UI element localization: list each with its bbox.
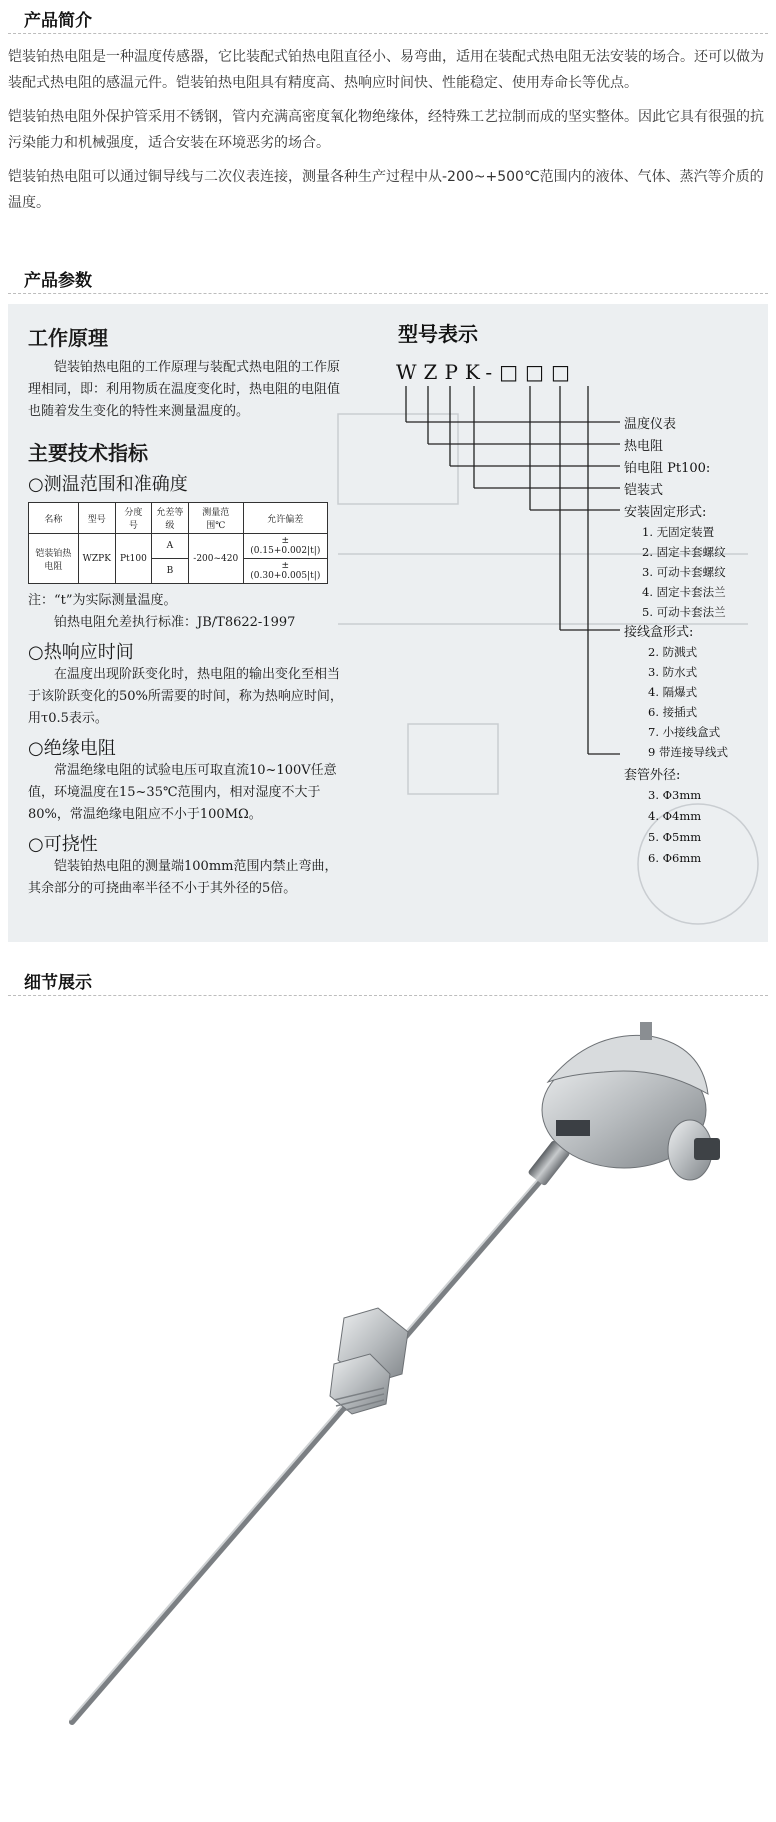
params-section-header [0,260,776,294]
table-cell-class: B [151,559,188,584]
dashed-divider [8,33,768,34]
table-cell-model: WZPK [78,534,115,584]
insulation-text: 常温绝缘电阻的试验电压可取直流10~100V任意值，环境温度在15~35℃范围内，相对湿度不大于80%，常温绝缘电阻应不小于100MΩ。 [28,763,337,822]
table-cell-deviation: ±(0.30+0.005|t|) [243,559,327,584]
intro-paragraph-1: 铠装铂热电阻是一种温度传感器，它比装配式铂热电阻直径小、易弯曲，适用在装配式热电阻无法安装的场合。还可以做为装配式热电阻的感温元件。铠装铂热电阻具有精度高、热响应时间快、性能稳定、使用寿命长等优点。 [8,49,764,91]
intro-paragraph-3: 铠装铂热电阻可以通过铜导线与二次仪表连接，测量各种生产过程中从-200~+500℃范围内的液体、气体、蒸汽等介质的温度。 [8,169,764,211]
table-cell-range: -200~420 [188,534,243,584]
sheath-label: 套管外径: [624,768,681,783]
principle-title: 工作原理 [28,326,108,350]
box-label: 接线盒形式: [624,625,694,640]
model-label: 温度仪表 [624,417,677,432]
model-label: 铠装式 [624,483,664,498]
range-title: ○测温范围和准确度 [28,474,188,495]
table-cell-graduation: Pt100 [115,534,151,584]
params-left-column [28,322,348,900]
box-option: 6. 接插式 [648,705,698,719]
table-cell-name: 铠装铂热电阻 [29,534,79,584]
sheath-option: 5. Φ5mm [648,830,702,844]
model-label: 安装固定形式: [624,505,707,520]
intro-text [0,34,776,216]
mount-option: 5. 可动卡套法兰 [642,605,726,619]
table-header: 允许偏差 [243,503,327,534]
junction-box-head [527,1022,720,1186]
mount-option: 4. 固定卡套法兰 [642,585,726,599]
product-photo [0,1002,776,1732]
flex-title: ○可挠性 [28,834,98,855]
detail-section-header [0,962,776,996]
response-text: 在温度出现阶跃变化时，热电阻的输出变化至相当于该阶跃变化的50%所需要的时间，称为热响应时间，用τ0.5表示。 [28,667,343,726]
mount-option: 1. 无固定装置 [642,525,715,539]
dashed-divider [8,995,768,996]
table-header: 型号 [78,503,115,534]
model-title: 型号表示 [398,322,478,346]
response-title: ○热响应时间 [28,642,134,663]
spec-table [28,502,328,584]
note-1: 注：“t”为实际测量温度。 [28,593,177,608]
sheath-rod [72,1172,548,1722]
mount-option: 2. 固定卡套螺纹 [642,545,726,559]
principle-text: 铠装铂热电阻的工作原理与装配式热电阻的工作原理相同，即：利用物质在温度变化时，热电阻的电阻值也随着发生变化的特性来测量温度的。 [28,360,341,419]
table-cell-deviation: ±(0.15+0.002|t|) [243,534,327,559]
intro-section-header [0,0,776,34]
model-code: WZPK-□□□ [396,360,577,384]
tech-title: 主要技术指标 [28,441,148,465]
intro-title: 产品简介 [24,11,92,31]
sheath-option: 3. Φ3mm [648,788,702,802]
params-title: 产品参数 [24,271,92,291]
table-header: 分度号 [115,503,151,534]
params-spec-image [8,304,768,942]
table-header: 测量范围℃ [188,503,243,534]
flex-text: 铠装铂热电阻的测量端100mm范围内禁止弯曲，其余部分的可挠曲率半径不小于其外径的5倍。 [28,859,338,896]
thermometer-product-illustration [0,1002,776,1732]
compression-fitting [330,1308,408,1414]
model-label: 铂电阻 Pt100: [624,461,711,476]
table-header: 允差等级 [151,503,188,534]
dashed-divider [8,293,768,294]
rod-highlight [70,1170,546,1720]
sheath-option: 6. Φ6mm [648,851,702,865]
sheath-option: 4. Φ4mm [648,809,702,823]
box-option: 4. 隔爆式 [648,685,698,699]
box-option: 2. 防溅式 [648,645,698,659]
table-cell-class: A [151,534,188,559]
table-header: 名称 [29,503,79,534]
detail-title: 细节展示 [24,973,92,993]
mount-option: 3. 可动卡套螺纹 [642,565,726,579]
note-2: 铂热电阻允差执行标准：JB/T8622-1997 [54,615,296,630]
intro-paragraph-2: 铠装铂热电阻外保护管采用不锈钢，管内充满高密度氧化物绝缘体，经特殊工艺拉制而成的坚实整体。因此它具有很强的抗污染能力和机械强度，适合安装在环境恶劣的场合。 [8,109,764,151]
box-option: 7. 小接线盒式 [648,725,721,739]
model-label: 热电阻 [624,439,664,454]
box-option: 9 带连接导线式 [648,745,728,759]
box-option: 3. 防水式 [648,665,698,679]
insulation-title: ○绝缘电阻 [28,738,116,759]
